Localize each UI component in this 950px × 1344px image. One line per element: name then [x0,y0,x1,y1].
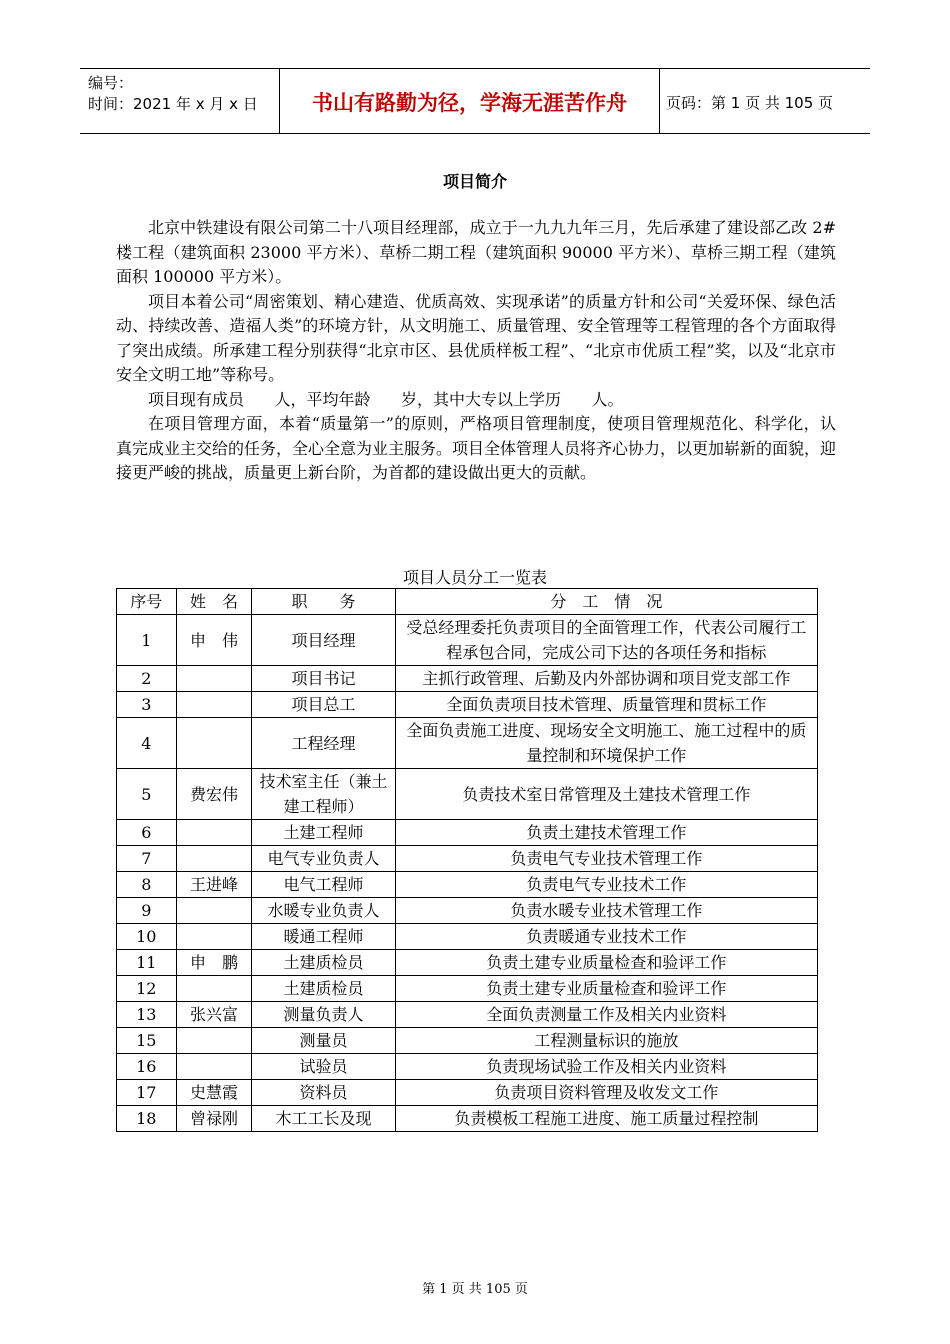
table-row [117,820,818,846]
table-row [117,1028,818,1054]
cell-duty: 负责土建专业质量检查和验评工作 [395,976,817,1002]
cell-name: 张兴富 [176,1002,252,1028]
table-row [117,1080,818,1106]
intro-text [116,216,836,486]
cell-name: 曾禄刚 [176,1106,252,1132]
table-row [117,692,818,718]
cell-seq: 16 [117,1054,177,1080]
table-header-row [117,589,818,615]
cell-duty: 负责土建技术管理工作 [395,820,817,846]
cell-duty: 负责项目资料管理及收发文工作 [395,1080,817,1106]
cell-name [176,820,252,846]
cell-name [176,692,252,718]
cell-duty: 全面负责测量工作及相关内业资料 [395,1002,817,1028]
paragraph: 在项目管理方面，本着“质量第一”的原则，严格项目管理制度，使项目管理规范化、科学化，认真完成业主交给的任务，全心全意为业主服务。项目全体管理人员将齐心协力，以更加崭新的面貌，迎接更严峻的挑战，质量更上新台阶，为首都的建设做出更大的贡献。 [116,414,837,482]
table-row [117,615,818,666]
header-motto: 书山有路勤为径，学海无涯苦作舟 [312,91,627,115]
table-row [117,976,818,1002]
table-row [117,898,818,924]
paragraph: 项目本着公司“周密策划、精心建造、优质高效、实现承诺”的质量方针和公司“关爱环保、绿色活动、持续改善、造福人类”的环境方针，从文明施工、质量管理、安全管理等工程管理的各个方面取得了突出成绩。所承建工程分别获得“北京市区、县优质样板工程”、“北京市优质工程”奖，以及“北京市安全文明工地”等称号。 [116,291,836,384]
cell-position: 电气工程师 [252,872,395,898]
cell-name: 史慧霞 [176,1080,252,1106]
column-header: 姓 名 [176,589,252,615]
serial-label: 编号： [88,74,134,92]
cell-position: 土建质检员 [252,976,395,1002]
cell-duty: 全面负责施工进度、现场安全文明施工、施工过程中的质量控制和环境保护工作 [395,718,817,769]
cell-seq: 3 [117,692,177,718]
cell-duty: 负责现场试验工作及相关内业资料 [395,1054,817,1080]
cell-name [176,846,252,872]
cell-position: 项目总工 [252,692,395,718]
cell-duty: 受总经理委托负责项目的全面管理工作，代表公司履行工程承包合同，完成公司下达的各项任务和指标 [395,615,817,666]
table-body [117,615,818,1132]
page-title: 项目简介 [442,172,507,191]
table-row [117,769,818,820]
cell-position: 木工工长及现 [252,1106,395,1132]
cell-position: 土建工程师 [252,820,395,846]
cell-seq: 8 [117,872,177,898]
paragraph: 北京中铁建设有限公司第二十八项目经理部，成立于一九九九年三月，先后承建了建设部乙改 2#楼工程（建筑面积 23000 平方米）、草桥二期工程（建筑面积 90000 平方米）、草桥三期工程（建筑面积 100000 平方米）。 [116,218,836,286]
paragraph: 项目现有成员 人，平均年龄 岁，其中大专以上学历 人。 [148,389,624,409]
cell-duty: 负责暖通专业技术工作 [395,924,817,950]
cell-duty: 负责模板工程施工进度、施工质量过程控制 [395,1106,817,1132]
cell-position: 测量负责人 [252,1002,395,1028]
column-header: 序号 [117,589,177,615]
cell-seq: 2 [117,666,177,692]
table-row [117,846,818,872]
cell-seq: 13 [117,1002,177,1028]
cell-position: 测量员 [252,1028,395,1054]
table-row [117,950,818,976]
page-header [80,68,870,134]
cell-name [176,1054,252,1080]
cell-name: 王进峰 [176,872,252,898]
cell-seq: 10 [117,924,177,950]
column-header: 职 务 [252,589,395,615]
table-row [117,1054,818,1080]
cell-seq: 4 [117,718,177,769]
cell-seq: 7 [117,846,177,872]
cell-name [176,1028,252,1054]
table-row [117,1106,818,1132]
cell-name [176,898,252,924]
cell-seq: 17 [117,1080,177,1106]
cell-duty: 全面负责项目技术管理、质量管理和贯标工作 [395,692,817,718]
header-page-info: 页码：第 1 页 共 105 页 [666,93,834,112]
cell-position: 电气专业负责人 [252,846,395,872]
staff-table [116,588,818,1132]
cell-position: 试验员 [252,1054,395,1080]
cell-seq: 9 [117,898,177,924]
page-footer: 第 1 页 共 105 页 [422,1282,528,1297]
time-label: 时间：2021 年 x 月 x 日 [88,95,258,113]
cell-name: 申 鹏 [176,950,252,976]
cell-position: 项目经理 [252,615,395,666]
cell-name: 申 伟 [176,615,252,666]
cell-seq: 11 [117,950,177,976]
cell-duty: 负责电气专业技术管理工作 [395,846,817,872]
cell-seq: 5 [117,769,177,820]
cell-duty: 负责技术室日常管理及土建技术管理工作 [395,769,817,820]
table-caption: 项目人员分工一览表 [402,568,547,587]
table-row [117,1002,818,1028]
cell-seq: 12 [117,976,177,1002]
cell-duty: 负责水暖专业技术管理工作 [395,898,817,924]
cell-name: 费宏伟 [176,769,252,820]
cell-position: 水暖专业负责人 [252,898,395,924]
table-row [117,666,818,692]
cell-duty: 负责电气专业技术工作 [395,872,817,898]
cell-name [176,924,252,950]
cell-duty: 主抓行政管理、后勤及内外部协调和项目党支部工作 [395,666,817,692]
cell-seq: 18 [117,1106,177,1132]
cell-seq: 15 [117,1028,177,1054]
cell-duty: 负责土建专业质量检查和验评工作 [395,950,817,976]
cell-name [176,666,252,692]
table-row [117,718,818,769]
cell-position: 资料员 [252,1080,395,1106]
cell-seq: 1 [117,615,177,666]
cell-position: 工程经理 [252,718,395,769]
cell-name [176,976,252,1002]
header-divider [659,69,660,133]
cell-position: 土建质检员 [252,950,395,976]
header-meta [88,73,258,115]
cell-duty: 工程测量标识的施放 [395,1028,817,1054]
cell-seq: 6 [117,820,177,846]
column-header: 分 工 情 况 [395,589,817,615]
table-row [117,924,818,950]
cell-position: 暖通工程师 [252,924,395,950]
cell-name [176,718,252,769]
cell-position: 项目书记 [252,666,395,692]
table-row [117,872,818,898]
cell-position: 技术室主任（兼土建工程师） [252,769,395,820]
